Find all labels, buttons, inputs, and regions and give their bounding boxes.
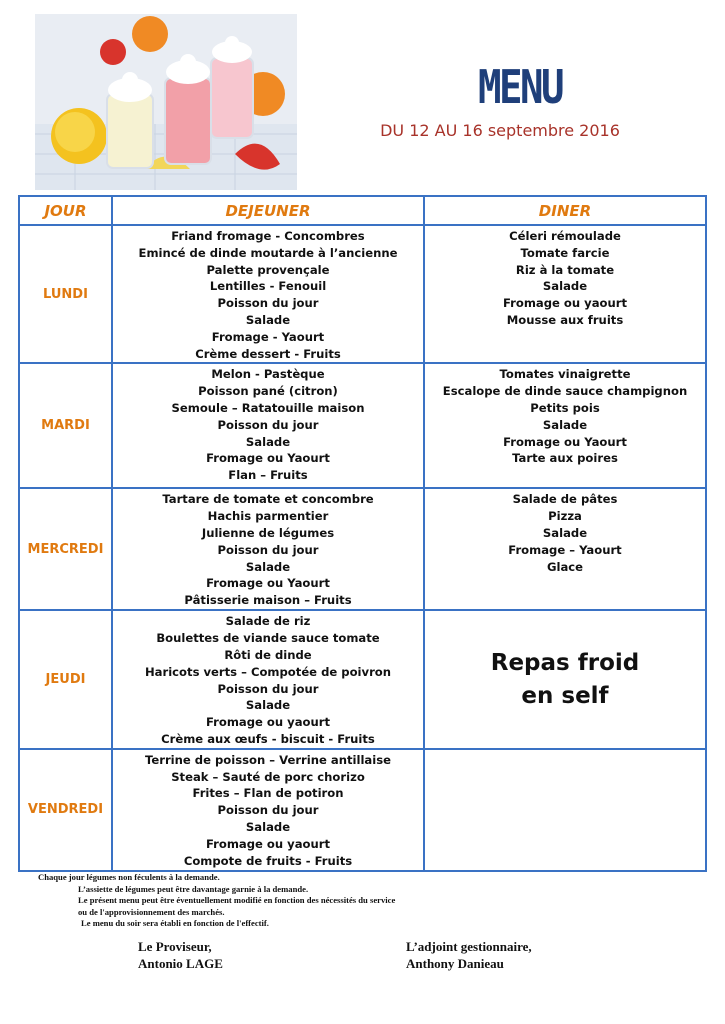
- footnote: Chaque jour légumes non féculents à la demande.: [38, 872, 220, 882]
- lunch-cell: [113, 364, 423, 487]
- dish-item: Salade: [542, 525, 588, 540]
- header-lunch: DEJEUNER: [113, 197, 423, 224]
- dish-item: Friand fromage - Concombres: [171, 229, 365, 243]
- dinner-cell: [425, 226, 705, 362]
- footnote: Le présent menu peut être éventuellement modifié en fonction des nécessités du service: [78, 895, 396, 906]
- dish-item: Fromage ou yaourt: [502, 296, 628, 311]
- lunch-cell: [113, 226, 423, 362]
- signature-name: Antonio LAGE: [138, 956, 223, 971]
- dish-item: Poisson du jour: [217, 803, 319, 818]
- dish-item: Salade de riz: [225, 614, 311, 629]
- lunch-cell: [113, 611, 423, 747]
- dish-item: Crème aux œufs - biscuit - Fruits: [161, 731, 375, 746]
- day-label: VENDREDI: [20, 750, 111, 870]
- footnote: ou de l'approvisionnement des marchés.: [78, 906, 225, 917]
- dish-item: Escalope de dinde sauce champignon: [442, 384, 688, 399]
- signature-role: L’adjoint gestionnaire,: [406, 939, 532, 954]
- dish-item: Terrine de poisson – Verrine antillaise: [145, 752, 391, 767]
- signature-gestionnaire: [406, 938, 532, 972]
- dish-item: Hachis parmentier: [207, 509, 329, 524]
- dish-item: Tarte aux poires: [512, 451, 618, 466]
- dish-item: Pizza: [548, 509, 582, 524]
- dish-item: Salade de pâtes: [512, 492, 618, 507]
- dish-item: Steak – Sauté de porc chorizo: [171, 769, 365, 784]
- dish-item: Salade: [245, 819, 291, 834]
- dinner-cell: [425, 489, 705, 609]
- day-label: JEUDI: [20, 611, 111, 747]
- dish-item: Rôti de dinde: [224, 647, 312, 662]
- table-row: [20, 611, 705, 747]
- dish-item: Poisson du jour: [217, 417, 319, 432]
- signature-name: Anthony Danieau: [406, 956, 504, 971]
- table-row: [20, 489, 705, 609]
- day-label: MERCREDI: [20, 489, 111, 609]
- dish-item: Fromage – Yaourt: [508, 542, 622, 557]
- footnote: Le menu du soir sera établi en fonction de l'effectif.: [81, 918, 269, 929]
- dish-item: Tomates vinaigrette: [499, 367, 631, 382]
- header-day: JOUR: [20, 197, 111, 224]
- dish-item: Glace: [546, 559, 584, 574]
- dish-item: Poisson pané (citron): [198, 384, 338, 399]
- table-row: [20, 226, 705, 362]
- dinner-cell-special: [425, 611, 705, 747]
- special-note: en self: [521, 682, 609, 709]
- header-dinner: DINER: [425, 197, 705, 224]
- dish-item: Compote de fruits - Fruits: [183, 853, 353, 868]
- smoothies-photo: [35, 14, 297, 190]
- dish-item: Salade: [542, 417, 588, 432]
- lunch-cell: [113, 750, 423, 870]
- dish-item: Boulettes de viande sauce tomate: [156, 631, 380, 646]
- dish-item: Semoule – Ratatouille maison: [171, 400, 365, 415]
- dish-item: Crème dessert - Fruits: [195, 346, 341, 361]
- dish-item: Flan – Fruits: [228, 468, 308, 483]
- day-label: LUNDI: [20, 226, 111, 362]
- dish-item: Poisson du jour: [217, 542, 319, 557]
- dish-item: Poisson du jour: [217, 681, 319, 696]
- table-row: [20, 364, 705, 487]
- dish-item: Fromage ou yaourt: [205, 715, 331, 730]
- dish-item: Melon - Pastèque: [211, 367, 325, 382]
- menu-table: [18, 195, 707, 872]
- footnotes: [38, 872, 395, 930]
- dish-item: Tomate farcie: [520, 245, 610, 260]
- dish-item: Julienne de légumes: [201, 525, 335, 540]
- dish-item: Mousse aux fruits: [506, 312, 624, 327]
- dish-item: Poisson du jour: [217, 296, 319, 311]
- dish-item: Tartare de tomate et concombre: [162, 492, 374, 507]
- day-label: MARDI: [20, 364, 111, 487]
- dinner-cell: [425, 364, 705, 487]
- dish-item: Salade: [245, 434, 291, 449]
- dish-item: Céleri rémoulade: [509, 229, 621, 243]
- dish-item: Frites – Flan de potiron: [192, 786, 344, 801]
- dish-item: Fromage ou yaourt: [205, 836, 331, 851]
- dish-item: Emincé de dinde moutarde à l’ancienne: [138, 245, 398, 260]
- dish-item: Salade: [245, 559, 291, 574]
- table-header-row: [20, 197, 705, 224]
- dinner-cell-empty: [425, 750, 705, 870]
- dish-item: Fromage - Yaourt: [211, 329, 325, 344]
- dish-item: Palette provençale: [206, 262, 330, 277]
- dish-item: Pâtisserie maison – Fruits: [184, 593, 352, 608]
- special-note: Repas froid: [490, 649, 640, 676]
- footnote: L’assiette de légumes peut être davantage garnie à la demande.: [78, 883, 309, 894]
- table-row: [20, 750, 705, 870]
- dish-item: Fromage ou Yaourt: [503, 434, 627, 449]
- dish-item: Petits pois: [530, 400, 600, 415]
- dish-item: Salade: [245, 698, 291, 713]
- dish-item: Fromage ou Yaourt: [206, 576, 330, 591]
- dish-item: Lentilles - Fenouil: [209, 279, 327, 294]
- signature-proviseur: [138, 938, 223, 972]
- dish-item: Salade: [245, 312, 291, 327]
- dish-item: Salade: [542, 279, 588, 294]
- dish-item: Haricots verts – Compotée de poivron: [144, 664, 392, 679]
- lunch-cell: [113, 489, 423, 609]
- dish-item: Riz à la tomate: [515, 262, 615, 277]
- signature-role: Le Proviseur,: [138, 939, 212, 954]
- date-range: DU 12 AU 16 septembre 2016: [380, 121, 620, 140]
- dish-item: Fromage ou Yaourt: [206, 451, 330, 466]
- page-title: MENU: [478, 60, 562, 114]
